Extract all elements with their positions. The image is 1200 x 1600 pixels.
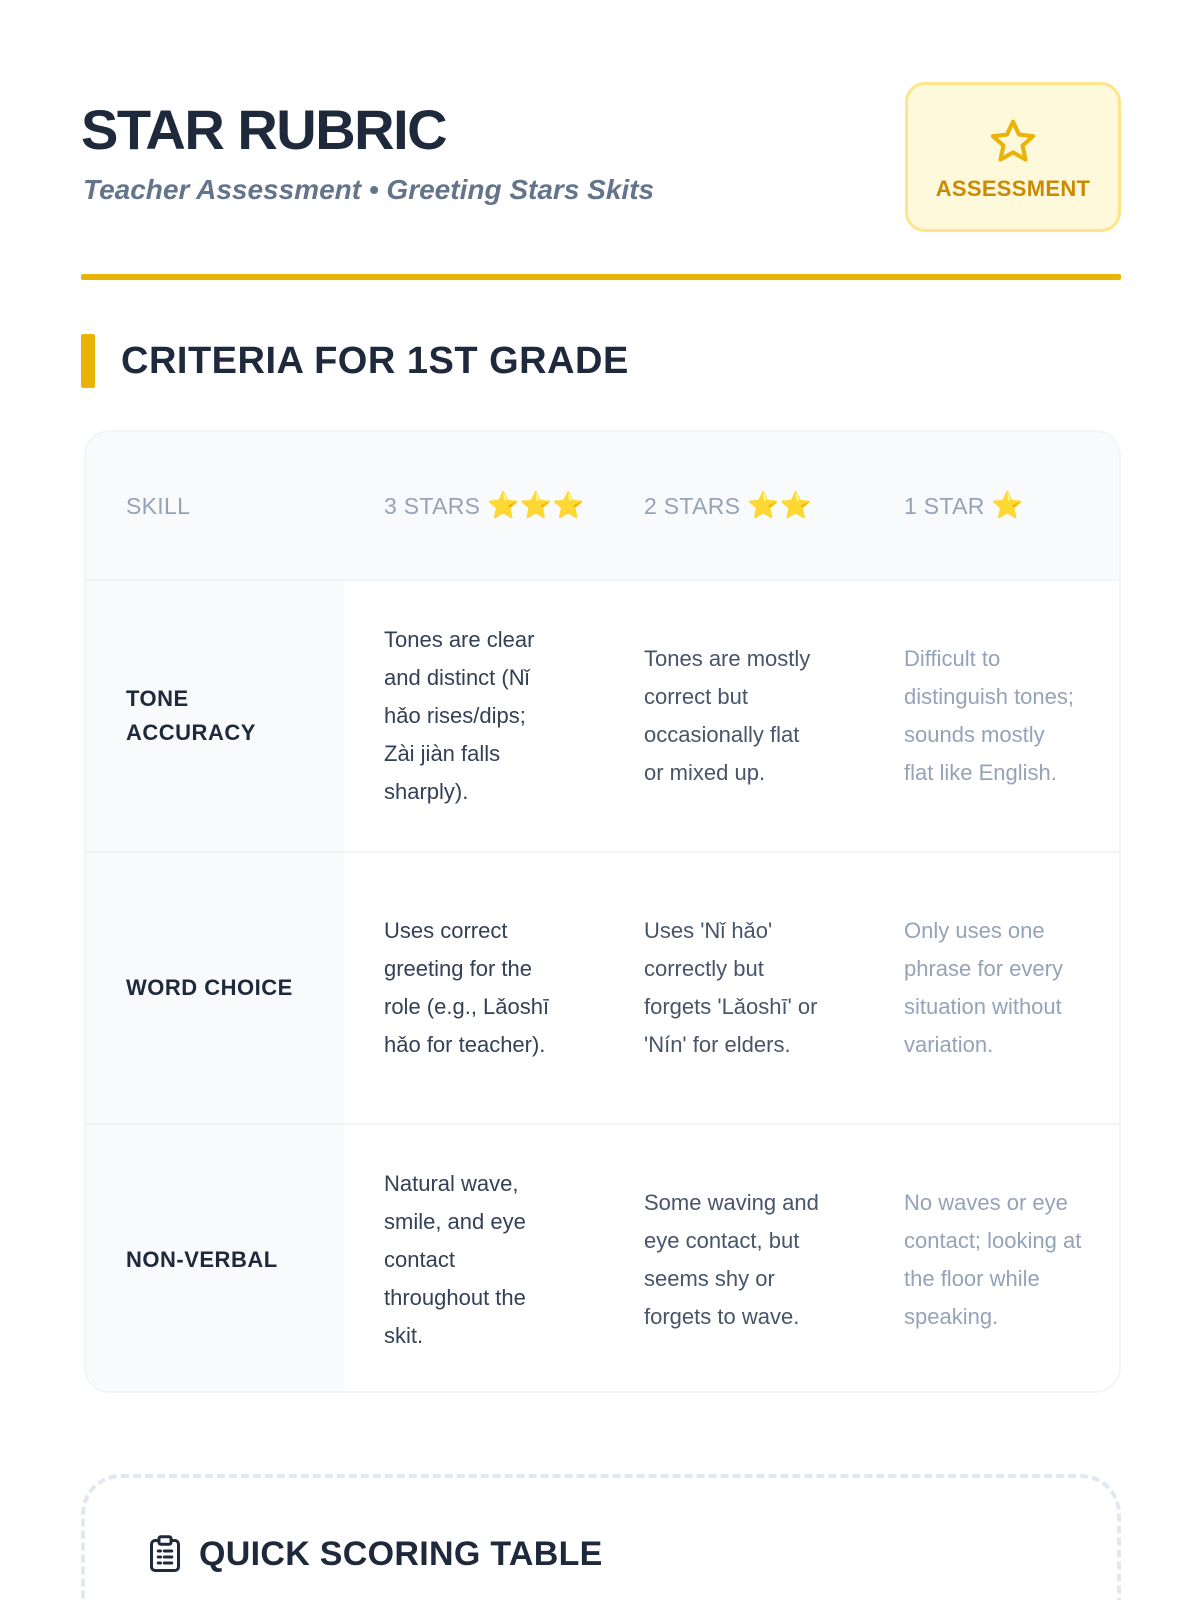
page-subtitle: Teacher Assessment • Greeting Stars Skits xyxy=(83,174,655,205)
two-star-cell: Some waving and eye contact, but seems shy or forgets to wave. xyxy=(644,1190,819,1329)
star-icons: ⭐⭐⭐ xyxy=(486,490,585,520)
skill-name: NON-VERBAL xyxy=(126,1247,278,1272)
two-star-cell: Tones are mostly correct but occasionally flat or mixed up. xyxy=(644,646,811,785)
table-header-row xyxy=(86,432,1119,579)
section-heading xyxy=(81,334,629,388)
column-header-label: 2 STARS xyxy=(644,493,741,519)
one-star-cell: No waves or eye contact; looking at the floor while speaking. xyxy=(904,1190,1082,1329)
page-header xyxy=(81,80,1121,280)
column-header-2-stars xyxy=(644,432,884,579)
skill-name: TONE ACCURACY xyxy=(126,686,256,745)
skill-cell xyxy=(126,853,336,1123)
skill-name: WORD CHOICE xyxy=(126,975,293,1000)
skill-cell xyxy=(126,581,336,851)
section-accent-bar xyxy=(81,334,95,388)
column-header-1-star xyxy=(904,432,1104,579)
column-header-label: 1 STAR xyxy=(904,493,985,519)
three-star-cell: Uses correct greeting for the role (e.g., Lǎoshī hǎo for teacher). xyxy=(384,918,550,1057)
table-row xyxy=(86,1123,1119,1393)
header-divider xyxy=(81,274,1121,280)
star-icons: ⭐ xyxy=(991,490,1025,520)
skill-cell xyxy=(126,1125,336,1393)
table-row xyxy=(86,851,1119,1123)
rubric-table xyxy=(84,430,1121,1393)
section-title: CRITERIA FOR 1ST GRADE xyxy=(121,339,629,382)
column-header-skill: SKILL xyxy=(126,492,191,519)
clipboard-list-icon xyxy=(147,1534,183,1574)
star-icons: ⭐⭐ xyxy=(746,490,813,520)
column-header-3-stars xyxy=(384,432,594,579)
three-star-cell: Natural wave, smile, and eye contact throughout the skit. xyxy=(384,1171,526,1348)
one-star-cell: Difficult to distinguish tones; sounds mostly flat like English. xyxy=(904,646,1074,785)
one-star-cell: Only uses one phrase for every situation without variation. xyxy=(904,918,1063,1057)
badge-label: ASSESSMENT xyxy=(935,176,1091,201)
two-star-cell: Uses 'Nǐ hǎo' correctly but forgets 'Lǎoshī' or 'Nín' for elders. xyxy=(644,918,818,1057)
page-title: STAR RUBRIC xyxy=(81,98,447,161)
table-row xyxy=(86,579,1119,851)
quick-scoring-heading xyxy=(147,1534,603,1574)
star-outline-icon xyxy=(987,116,1039,168)
quick-scoring-card xyxy=(81,1474,1121,1600)
column-header-label: 3 STARS xyxy=(384,493,481,519)
quick-scoring-title: QUICK SCORING TABLE xyxy=(199,1534,603,1573)
three-star-cell: Tones are clear and distinct (Nǐ hǎo rises/dips; Zài jiàn falls sharply). xyxy=(384,627,535,804)
assessment-badge xyxy=(905,82,1121,232)
